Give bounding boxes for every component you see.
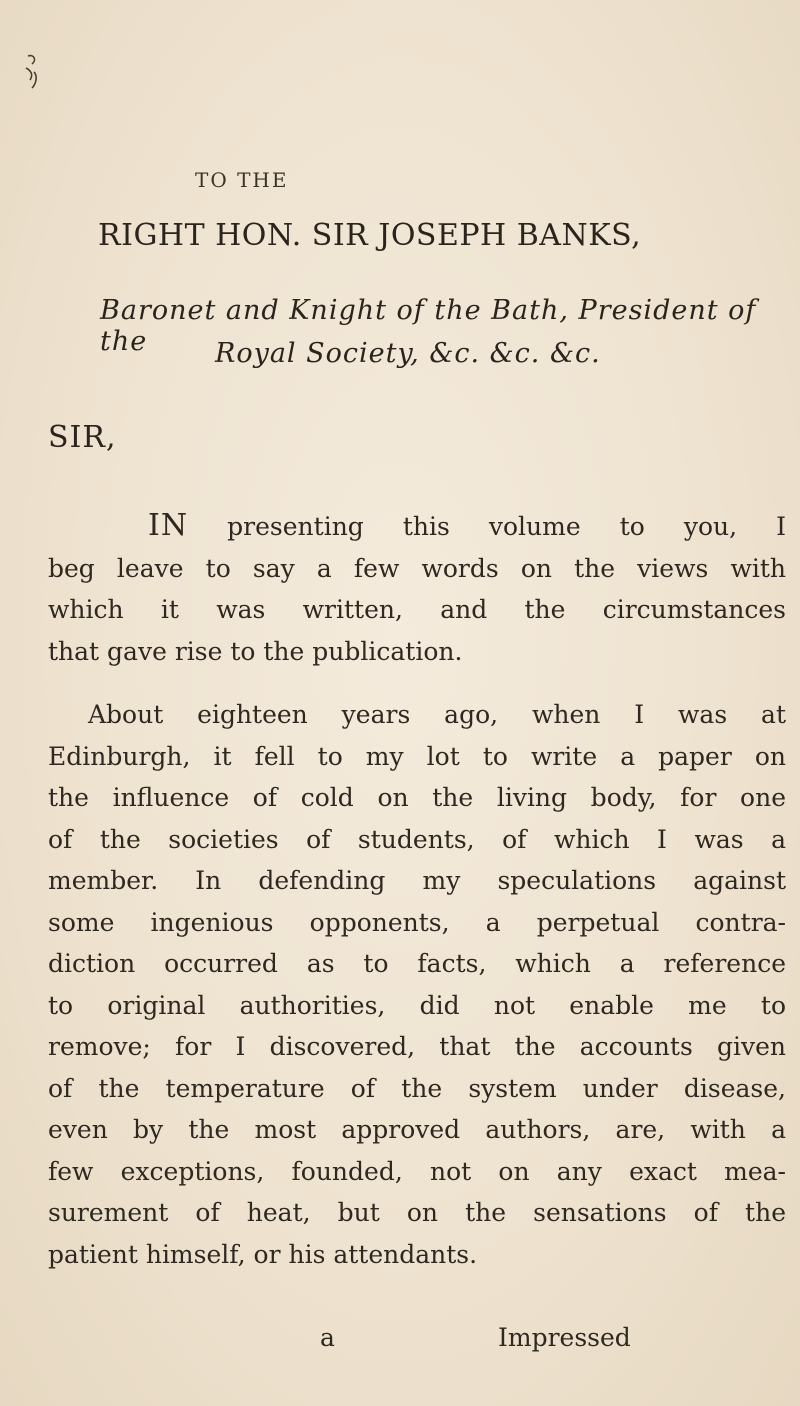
text-line: some ingenious opponents, a perpetual contra- [48,907,786,937]
text-line: patient himself, or his attendants. [48,1239,478,1269]
salutation: SIR, [48,420,117,455]
text-line: that gave rise to the publication. [48,636,463,666]
text-line: remove; for I discovered, that the accounts given [48,1032,786,1061]
text-line: even by the most approved authors, are, with a [48,1115,786,1144]
text-line: to original authorities, did not enable me to [48,990,786,1020]
dropcap: IN [148,508,189,543]
text-line: presenting this volume to you, I [227,512,787,541]
text-line: the influence of cold on the living body, for one [48,783,786,812]
catchword: Impressed [498,1323,631,1352]
margin-ink-mark [22,52,42,92]
text-line: About eighteen years ago, when I was at [88,700,786,729]
text-line: member. In defending my speculations against [48,866,786,895]
text-line: few exceptions, founded, not on any exact mea- [48,1156,786,1186]
text-line: Edinburgh, it fell to my lot to write a paper on [48,741,786,771]
text-line: which it was written, and the circumstances [48,595,786,624]
text-line: diction occurred as to facts, which a reference [48,949,786,978]
paragraph-2 [48,694,786,1275]
signature-mark: a [320,1323,335,1352]
page-footer [0,1323,800,1363]
dedicatee-name: RIGHT HON. SIR JOSEPH BANKS, [98,218,642,253]
paragraph-1-line-1 [48,505,786,548]
dedicatee-titles-line1: Baronet and Knight of the Bath, President of the [100,295,757,357]
dedication-to-the: TO THE [195,168,289,192]
text-line: of the societies of students, of which I was a [48,824,786,854]
paragraph-1 [48,505,786,672]
text-line: of the temperature of the system under disease, [48,1073,786,1103]
text-line: surement of heat, but on the sensations of the [48,1198,786,1227]
dedicatee-titles-line2: Royal Society, &c. &c. &c. [215,338,601,369]
text-line: beg leave to say a few words on the views with [48,553,786,583]
